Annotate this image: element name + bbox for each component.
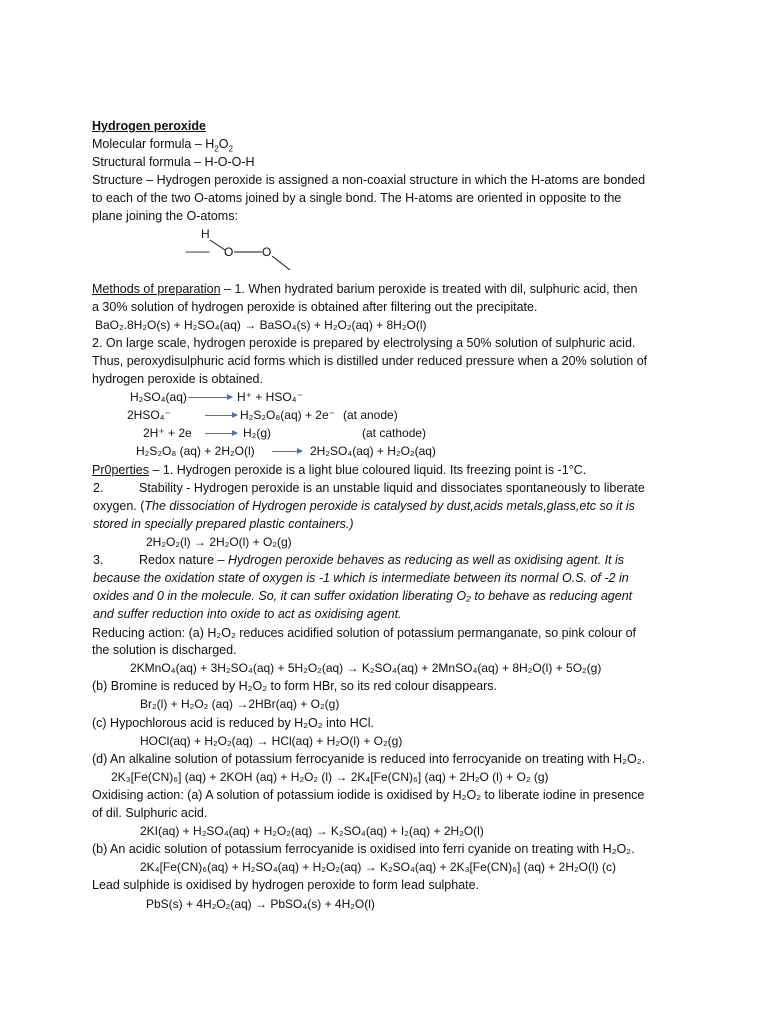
electro-r4-right: 2H₂SO₄(aq) + H₂O₂(aq) <box>310 444 436 458</box>
properties-line-1-rest: – 1. Hydrogen peroxide is a light blue coloured liquid. Its freezing point is -1°C. <box>148 463 587 477</box>
page-title: Hydrogen peroxide <box>92 119 206 133</box>
molecular-formula <box>92 136 233 152</box>
dash-line: --------- <box>185 246 209 258</box>
eq-hocl: HOCl(aq) + H₂O₂(aq) → HCl(aq) + H₂O(l) + O₂(g) <box>140 734 403 748</box>
electro-r4-left: H₂S₂O₈ (aq) + 2H₂O(l) <box>136 444 255 458</box>
electro-r2-note: (at anode) <box>343 408 398 422</box>
eq-pbs: PbS(s) + 4H₂O₂(aq) → PbSO₄(s) + 4H₂O(l) <box>146 897 375 911</box>
stability-line-2-start: oxygen. ( <box>93 499 145 513</box>
arrow-icon <box>272 451 302 452</box>
atom-o2: O <box>262 245 272 259</box>
oxidising-line-1: Oxidising action: (a) A solution of potassium iodide is oxidised by H₂O₂ to liberate iodine in presence <box>92 788 645 802</box>
eq-ki: 2KI(aq) + H₂SO₄(aq) + H₂O₂(aq) → K₂SO₄(aq) + I₂(aq) + 2H₂O(l) <box>140 824 484 838</box>
ferri-line: (b) An acidic solution of potassium ferrocyanide is oxidised into ferri cyanide on treating with H₂O₂. <box>92 842 635 856</box>
molecular-formula-o: O <box>218 137 229 151</box>
structure-line-3: plane joining the O-atoms: <box>92 209 238 223</box>
lead-line: Lead sulphide is oxidised by hydrogen peroxide to form lead sulphate. <box>92 878 480 892</box>
structural-formula: Structural formula – H-O-O-H <box>92 155 255 169</box>
stability-line-1: Stability - Hydrogen peroxide is an unstable liquid and dissociates spontaneously to liberate <box>139 481 645 495</box>
electro-r3-left: 2H⁺ + 2e <box>143 426 192 440</box>
stability-line-3: stored in specially prepared plastic containers.) <box>93 517 354 531</box>
reducing-line-1: Reducing action: (a) H₂O₂ reduces acidified solution of potassium permanganate, so pink colour of <box>92 626 637 640</box>
molecular-formula-sub2: 2 <box>228 144 233 154</box>
stability-num: 2. <box>93 481 104 495</box>
redox-line-1-italic: Hydrogen peroxide behaves as reducing as well as oxidising agent. It is <box>227 553 625 567</box>
method2-line-1: 2. On large scale, hydrogen peroxide is prepared by electrolysing a 50% solution of sulphuric acid. <box>92 336 636 350</box>
h-o-bond <box>210 240 225 250</box>
ferro-line: (d) An alkaline solution of potassium ferrocyanide is reduced into ferrocyanide on treating with H₂O₂. <box>92 752 646 766</box>
o-h-bond <box>272 256 290 270</box>
methods-label: Methods of preparation <box>92 282 221 296</box>
redox-line-3: oxides and 0 in the molecule. So, it can suffer oxidation liberating O₂ to behave as reducing agent <box>93 589 633 603</box>
eq-kmno4: 2KMnO₄(aq) + 3H₂SO₄(aq) + 5H₂O₂(aq) → K₂SO₄(aq) + 2MnSO₄(aq) + 8H₂O(l) + 5O₂(g) <box>130 661 602 675</box>
properties-line-1 <box>92 462 586 478</box>
eq-ferri: 2K₄[Fe(CN)₆(aq) + H₂SO₄(aq) + H₂O₂(aq) → K₂SO₄(aq) + 2K₃[Fe(CN)₆] (aq) + 2H₂O(l) (c) <box>140 860 616 874</box>
atom-o1: O <box>224 245 234 259</box>
redox-num: 3. <box>93 553 104 567</box>
electro-r2-right: H₂S₂O₈(aq) + 2e⁻ <box>240 408 335 422</box>
eq-bao2: BaO₂.8H₂O(s) + H₂SO₄(aq) → BaSO₄(s) + H₂O₂(aq) + 8H₂O(l) <box>95 318 427 332</box>
molecular-formula-label: Molecular formula – H <box>92 137 215 151</box>
atom-h: H <box>201 227 210 241</box>
method2-line-3: hydrogen peroxide is obtained. <box>92 372 263 386</box>
arrow-icon <box>205 433 237 434</box>
stability-line-2 <box>93 498 635 514</box>
electro-r1-left: H₂SO₄(aq) <box>130 390 187 404</box>
methods-line-1-rest: – 1. When hydrated barium peroxide is treated with dil, sulphuric acid, then <box>220 282 638 296</box>
arrow-icon <box>188 397 232 398</box>
electro-r3-right: H₂(g) <box>243 426 271 440</box>
hocl-line: (c) Hypochlorous acid is reduced by H₂O₂ into HCl. <box>92 716 375 730</box>
structure-diagram <box>180 226 300 274</box>
properties-label: Pr0perties <box>92 463 149 477</box>
redox-line-2: because the oxidation state of oxygen is -1 which is intermediate between its normal O.S. of -2 in <box>93 571 629 585</box>
methods-line-2: a 30% solution of hydrogen peroxide is obtained after filtering out the precipitate. <box>92 300 538 314</box>
redox-start: Redox nature – <box>139 553 228 567</box>
structure-line-2: to each of the two O-atoms joined by a single bond. The H-atoms are oriented in opposite to the <box>92 191 622 205</box>
reducing-line-2: the solution is discharged. <box>92 643 237 657</box>
molecular-formula-sub: 2 <box>214 144 219 154</box>
eq-ferro: 2K₃[Fe(CN)₆] (aq) + 2KOH (aq) + H₂O₂ (l) → 2K₄[Fe(CN)₆] (aq) + 2H₂O (l) + O₂ (g) <box>111 770 549 784</box>
eq-br2: Br₂(l) + H₂O₂ (aq) →2HBr(aq) + O₂(g) <box>140 697 340 711</box>
electro-r2-left: 2HSO₄⁻ <box>127 408 171 422</box>
arrow-icon <box>205 415 237 416</box>
method2-line-2: Thus, peroxydisulphuric acid forms which is distilled under reduced pressure when a 20% solution of <box>92 354 648 368</box>
bromine-line: (b) Bromine is reduced by H₂O₂ to form HBr, so its red colour disappears. <box>92 679 497 693</box>
electro-r3-note: (at cathode) <box>362 426 427 440</box>
electro-r1-right: H⁺ + HSO₄⁻ <box>237 390 303 404</box>
eq-decomp: 2H₂O₂(l) → 2H₂O(l) + O₂(g) <box>146 535 292 549</box>
methods-line-1 <box>92 281 637 297</box>
stability-line-2-italic: The dissociation of Hydrogen peroxide is catalysed by dust,acids metals,glass,etc so it is <box>144 499 635 513</box>
oxidising-line-2: of dil. Sulphuric acid. <box>92 806 208 820</box>
redox-line-1 <box>139 552 624 568</box>
redox-line-4: and suffer reduction into oxide to act as oxidising agent. <box>93 607 402 621</box>
structure-line-1: Structure – Hydrogen peroxide is assigned a non-coaxial structure in which the H-atoms are bonded <box>92 173 646 187</box>
